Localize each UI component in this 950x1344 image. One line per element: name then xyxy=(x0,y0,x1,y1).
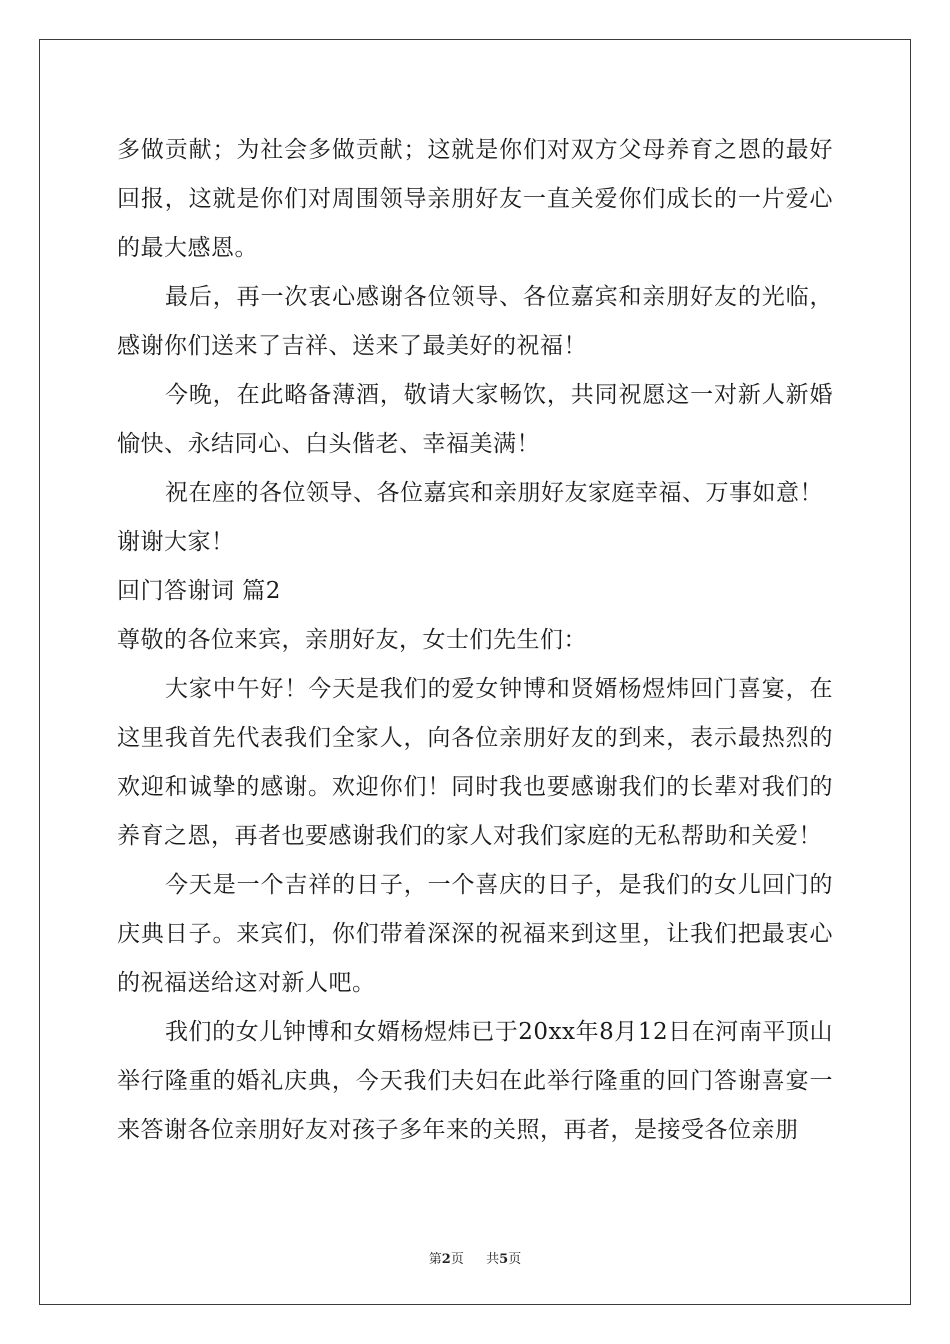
paragraph: 我们的女儿钟博和女婿杨煜炜已于20xx年8月12日在河南平顶山举行隆重的婚礼庆典，今天我们夫妇在此举行隆重的回门答谢喜宴一来答谢各位亲朋好友对孩子多年来的关照，再者，是接受各位亲朋 xyxy=(117,1019,833,1143)
paragraph: 多做贡献；为社会多做贡献；这就是你们对双方父母养育之恩的最好回报，这就是你们对周围领导亲朋好友一直关爱你们成长的一片爱心的最大感恩。 xyxy=(117,137,833,261)
paragraph: 祝在座的各位领导、各位嘉宾和亲朋好友家庭幸福、万事如意！ xyxy=(165,480,823,506)
page-number xyxy=(429,1248,464,1267)
total-prefix: 共 xyxy=(486,1252,500,1267)
total-suffix: 页 xyxy=(508,1252,522,1267)
page-total xyxy=(486,1248,521,1267)
paragraph: 最后，再一次衷心感谢各位领导、各位嘉宾和亲朋好友的光临，感谢你们送来了吉祥、送来了最美好的祝福！ xyxy=(117,284,833,359)
total-pages: 5 xyxy=(499,1252,509,1267)
paragraph: 大家中午好！今天是我们的爱女钟博和贤婿杨煜炜回门喜宴，在这里我首先代表我们全家人，向各位亲朋好友的到来，表示最热烈的欢迎和诚挚的感谢。欢迎你们！同时我也要感谢我们的长辈对我们的养育之恩，再者也要感谢我们的家人对我们家庭的无私帮助和关爱！ xyxy=(117,676,833,849)
salutation: 尊敬的各位来宾，亲朋好友，女士们先生们： xyxy=(117,627,587,653)
paragraph: 谢谢大家！ xyxy=(117,529,235,555)
document-body xyxy=(117,126,833,1155)
page-prefix: 第 xyxy=(428,1252,442,1267)
current-page: 2 xyxy=(441,1252,451,1267)
paragraph: 今晚，在此略备薄酒，敬请大家畅饮，共同祝愿这一对新人新婚愉快、永结同心、白头偕老、幸福美满！ xyxy=(117,382,833,457)
page-suffix: 页 xyxy=(450,1252,464,1267)
page-footer xyxy=(0,1248,950,1267)
section-heading: 回门答谢词 篇2 xyxy=(117,578,281,604)
paragraph: 今天是一个吉祥的日子，一个喜庆的日子，是我们的女儿回门的庆典日子。来宾们，你们带着深深的祝福来到这里，让我们把最衷心的祝福送给这对新人吧。 xyxy=(117,872,833,996)
